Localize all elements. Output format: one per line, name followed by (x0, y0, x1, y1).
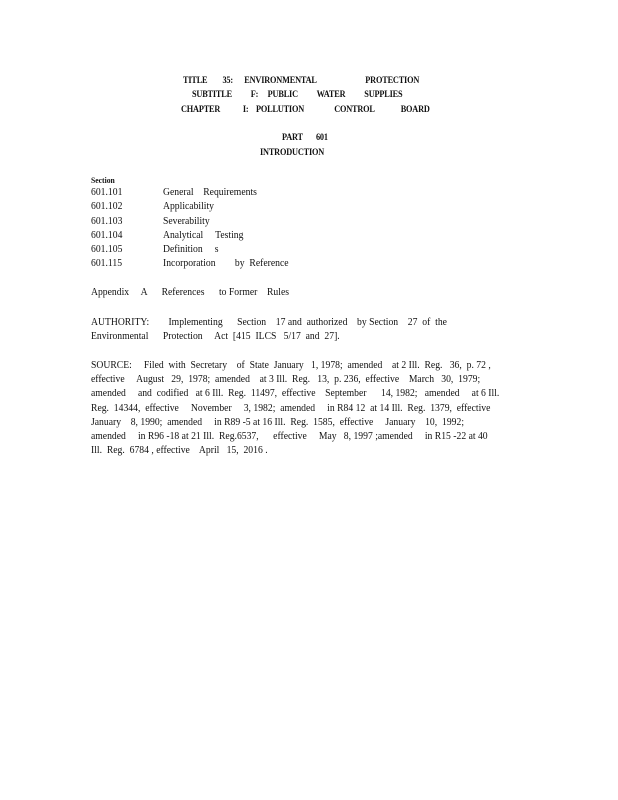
section-number: 601.105 (91, 244, 123, 255)
section-title: Incorporation by Reference (163, 258, 289, 269)
section-number: 601.103 (91, 216, 123, 227)
source-line: SOURCE: Filed with Secretary of State January 1, 1978; amended at 2 Ill. Reg. 36, p. 72 , (91, 360, 491, 371)
part-name: INTRODUCTION (260, 147, 325, 157)
section-title: Severability (163, 216, 210, 227)
source-line: amended in R96 -18 at 21 Ill. Reg.6537, effective May 8, 1997 ;amended in R15 -22 at 40 (91, 430, 488, 442)
section-title: Definition s (163, 244, 219, 255)
title-line: TITLE 35: ENVIRONMENTAL PROTECTION (183, 75, 420, 85)
section-title: General Requirements (163, 187, 257, 198)
appendix-line: Appendix A References to Former Rules (91, 287, 290, 298)
authority-paragraph (91, 316, 478, 344)
section-number: 601.115 (91, 258, 123, 269)
subtitle-line: SUBTITLE F: PUBLIC WATER SUPPLIES (192, 89, 403, 99)
source-paragraph (91, 359, 535, 458)
section-number: 601.101 (91, 187, 123, 198)
source-line: Reg. 14344, effective November 3, 1982; amended in R84 12 at 14 Ill. Reg. 1379, effective (91, 402, 491, 414)
section-title: Analytical Testing (163, 230, 244, 241)
authority-line: Environmental Protection Act [415 ILCS 5/17 and 27]. (91, 331, 340, 343)
source-line: Ill. Reg. 6784 , effective April 15, 2016 . (91, 445, 268, 457)
section-heading: Section (91, 175, 115, 185)
section-number: 601.104 (91, 230, 123, 241)
part-line: PART 601 (282, 132, 328, 142)
chapter-line: CHAPTER I: POLLUTION CONTROL BOARD (181, 104, 430, 114)
source-line: effective August 29, 1978; amended at 3 Ill. Reg. 13, p. 236, effective March 30, 1979; (91, 374, 481, 386)
source-line: January 8, 1990; amended in R89 -5 at 16 Ill. Reg. 1585, effective January 10, 1992; (91, 416, 465, 428)
source-line: amended and codified at 6 Ill. Reg. 11497, effective September 14, 1982; amended at 6 Ill. (91, 388, 500, 400)
section-number: 601.102 (91, 201, 123, 212)
authority-line: AUTHORITY: Implementing Section 17 and authorized by Section 27 of the (91, 317, 447, 328)
section-title: Applicability (163, 201, 214, 212)
